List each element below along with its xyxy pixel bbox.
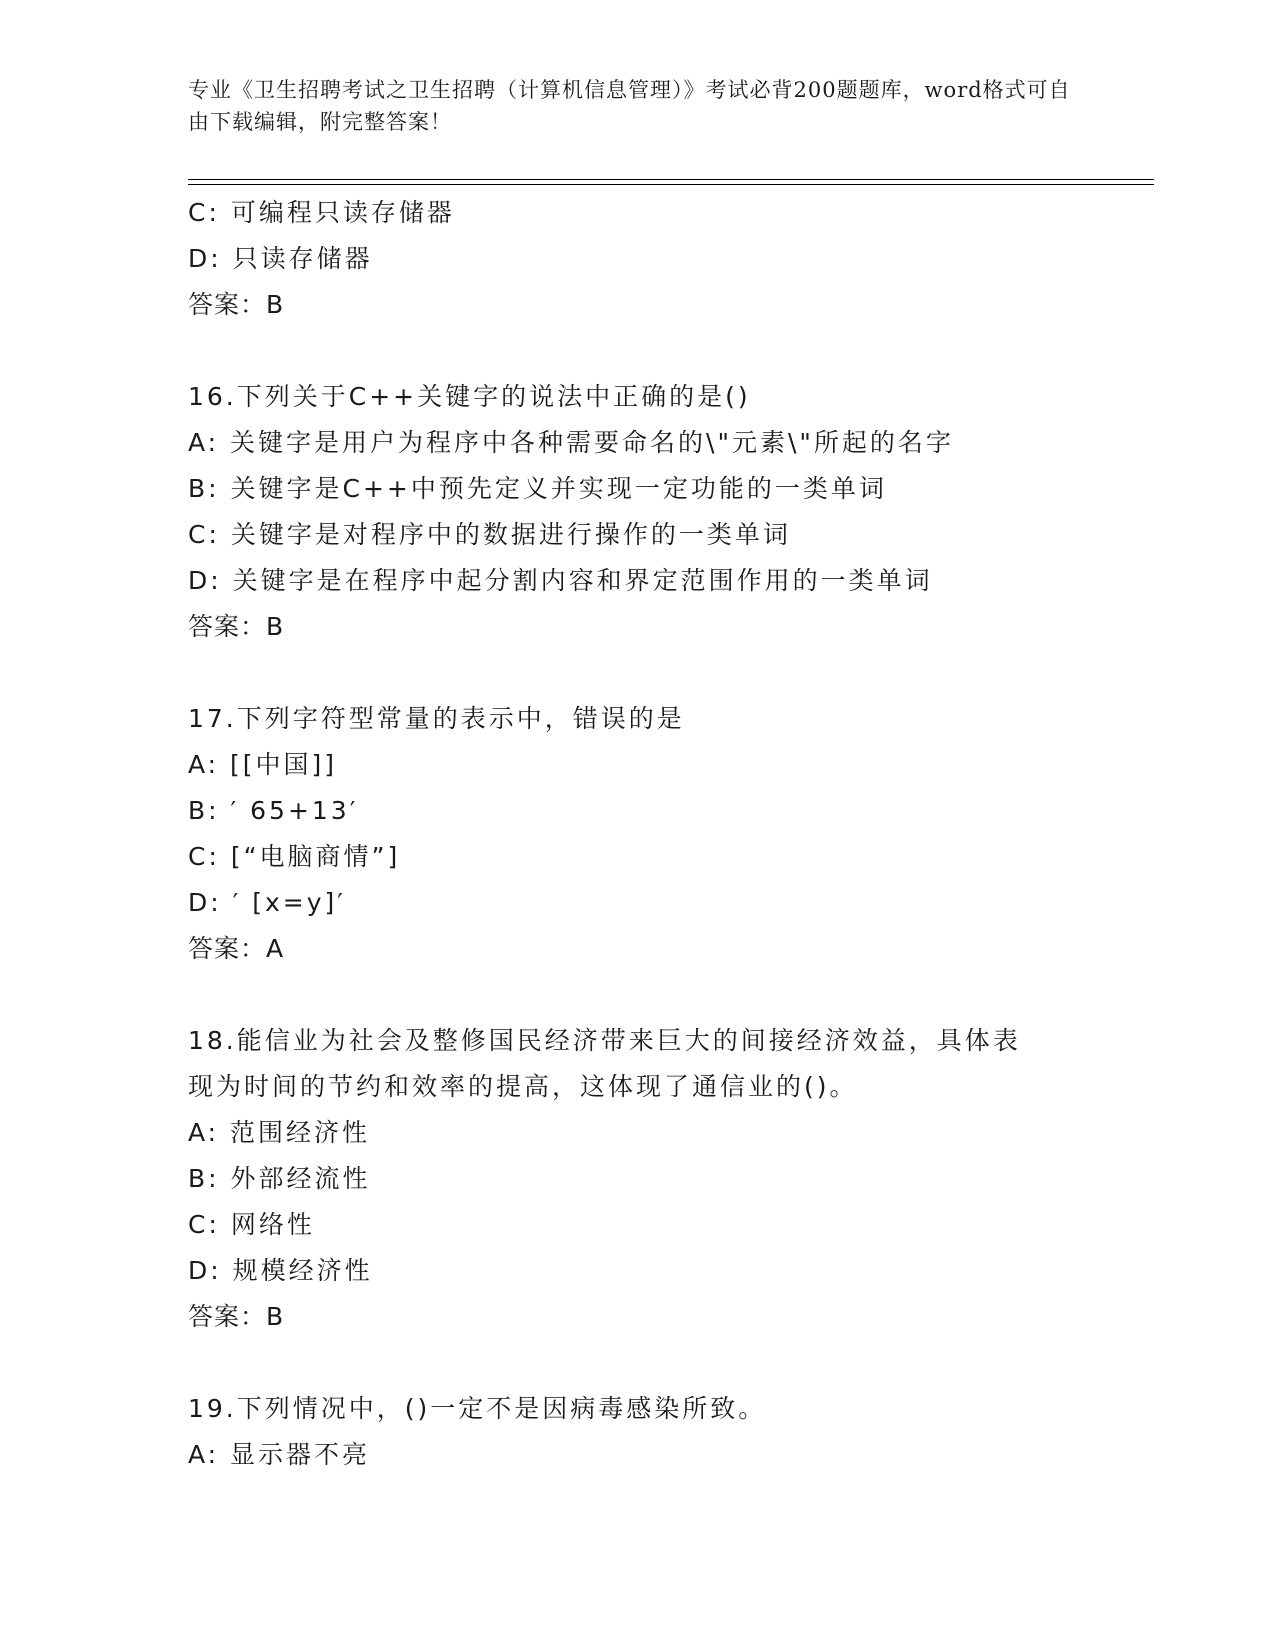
option-d: D: 规模经济性: [188, 1256, 373, 1285]
block-gap: [188, 1340, 1148, 1386]
option-a: A: 显示器不亮: [188, 1440, 371, 1469]
answer-line: 答案：B: [188, 290, 285, 319]
block-gap: [188, 650, 1148, 696]
answer-line: 答案：B: [188, 612, 285, 641]
header-rule-bottom: [188, 184, 1154, 185]
option-c: C: 网络性: [188, 1210, 315, 1239]
answer-line: 答案：A: [188, 934, 285, 963]
question-block-18: [188, 1018, 1148, 1340]
question-block-17: [188, 696, 1148, 972]
block-gap: [188, 972, 1148, 1018]
question-text: 19.下列情况中，()一定不是因病毒感染所致。: [188, 1394, 767, 1423]
option-a: A: 关键字是用户为程序中各种需要命名的\"元素\"所起的名字: [188, 428, 954, 457]
question-block-19: [188, 1386, 1148, 1478]
option-b: B: 关键字是C++中预先定义并实现一定功能的一类单词: [188, 474, 887, 503]
option-b: B: 外部经流性: [188, 1164, 371, 1193]
document-header: 专业《卫生招聘考试之卫生招聘（计算机信息管理）》考试必背200题题库，word格式可自由下载编辑，附完整答案！: [188, 78, 1071, 134]
option-d: D: 只读存储器: [188, 244, 373, 273]
question-content: [188, 190, 1148, 1478]
option-c: C: 可编程只读存储器: [188, 198, 455, 227]
option-c: C: 关键字是对程序中的数据进行操作的一类单词: [188, 520, 791, 549]
question-block-16: [188, 374, 1148, 650]
option-d: D: ′ [x=y]′: [188, 888, 346, 917]
option-b: B: ′ 65+13′: [188, 796, 359, 825]
header-rule-top: [188, 179, 1154, 180]
option-a: A: 范围经济性: [188, 1118, 371, 1147]
answer-line: 答案：B: [188, 1302, 285, 1331]
question-text: 16.下列关于C++关键字的说法中正确的是(): [188, 382, 751, 411]
question-text: 17.下列字符型常量的表示中，错误的是: [188, 704, 685, 733]
option-d: D: 关键字是在程序中起分割内容和界定范围作用的一类单词: [188, 566, 933, 595]
question-text: 18.能信业为社会及整修国民经济带来巨大的间接经济效益，具体表现为时间的节约和效率的提高，这体现了通信业的()。: [188, 1026, 1021, 1101]
option-a: A: [[中国]]: [188, 750, 338, 779]
option-c: C: [“电脑商情”]: [188, 842, 401, 871]
block-gap: [188, 328, 1148, 374]
question-block-15: [188, 190, 1148, 328]
